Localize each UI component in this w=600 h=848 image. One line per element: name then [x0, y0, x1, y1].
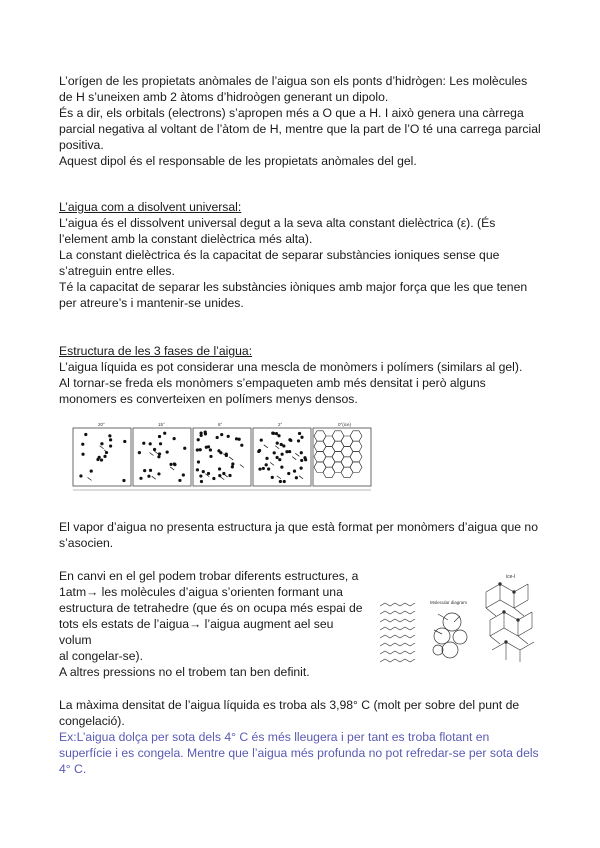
molecule-dot [200, 480, 203, 483]
bond-line [220, 477, 224, 480]
ice-hexagon [350, 452, 362, 462]
molecule-dot [109, 444, 112, 447]
molecule-dot [276, 442, 279, 445]
molecule-dot [142, 442, 145, 445]
molecule-dot [231, 462, 234, 465]
molecule-dot [103, 455, 106, 458]
molecule-dot [220, 433, 223, 436]
molecule-dot [277, 434, 280, 437]
molecule-dot [280, 466, 283, 469]
molecule-dot [258, 467, 261, 470]
ice-crystal-sketch [486, 574, 534, 662]
molecule-dot [279, 480, 282, 483]
molecule-dot [153, 448, 156, 451]
molecule-dot [275, 432, 278, 435]
text-line: s’asocien. [59, 536, 114, 550]
molecule-dot [300, 466, 303, 469]
text-line: El vapor d’aigua no presenta estructura ja que està format per monòmers d’aigua que no [59, 520, 538, 534]
vapor-paragraph [59, 519, 544, 551]
molecule-dot [166, 450, 169, 453]
text-line: Té la capacitat de separar les substàncies iòniques amb major força que les que tenen [59, 280, 528, 294]
molecule-dot [157, 472, 160, 475]
text-line: La màxima densitat de l’aigua líquida es troba als 3,98° C (molt per sobre del punt de [59, 698, 520, 712]
molecule-dot [217, 449, 220, 452]
text-line: 1atm→ les molècules d’aigua s’orienten formant una [59, 585, 343, 599]
text-line: L’aigua és el dissolvent universal degut a la seva alta constant dielèctrica (ε). (És [59, 216, 496, 230]
molecule-dot [216, 436, 219, 439]
molecule-dot [143, 469, 146, 472]
bond-line [170, 467, 174, 470]
text-line: Aquest dipol és el responsable de les propietats anòmales del gel. [59, 154, 417, 168]
bond-line [152, 476, 156, 479]
molecule-dot [207, 472, 210, 475]
molecule-dot [293, 470, 296, 473]
water-phases-figure [72, 420, 372, 500]
phase-panel-label: 2° [278, 422, 283, 427]
molecule-dot [100, 442, 103, 445]
molecule-dot [295, 476, 298, 479]
text-line: s’atreguin entre elles. [59, 264, 175, 278]
phase-panel-label: 20° [98, 422, 105, 427]
molecule-dot [272, 432, 275, 435]
molecule-dot [159, 442, 162, 445]
molecule-dot [147, 475, 150, 478]
molecule-dot [173, 462, 176, 465]
molecule-dot [196, 468, 199, 471]
text-line: tots els estats de l’aigua→ l’aigua augment ael seu volum [59, 617, 334, 647]
molecule-dot [278, 458, 281, 461]
molecule-dot [197, 438, 200, 441]
molecule-dot [158, 435, 161, 438]
molecule-dot [205, 446, 208, 449]
example-line: Ex:L’aigua dolça per sota dels 4° C és més lleugera i per tant es troba flotant en [59, 730, 490, 744]
molecule-dot [157, 455, 160, 458]
ice-structure-figures [378, 570, 540, 670]
phase-panel-frame [313, 428, 371, 486]
bond-line [264, 445, 268, 448]
molecule-dot [281, 453, 284, 456]
intro-paragraph [59, 73, 544, 169]
figure-label: ice-I [506, 574, 516, 580]
molecule-dot [257, 450, 260, 453]
bond-line [295, 453, 299, 456]
bond-line [87, 477, 91, 480]
molecule-dot [158, 452, 161, 455]
text-line: per atreure’s i mantenir-se unides. [59, 296, 244, 310]
molecule-dot [235, 437, 238, 440]
molecule-dot [163, 432, 166, 435]
molecule-dot [109, 438, 112, 441]
solvent-section [59, 199, 544, 311]
bond-line [149, 453, 153, 456]
molecule-dot [285, 450, 288, 453]
molecule-dot [271, 476, 274, 479]
molecule-dot [298, 432, 301, 435]
molecule-dot [209, 455, 212, 458]
text-line: al congelar-se). [59, 649, 143, 663]
molecule-dot [265, 457, 268, 460]
molecule-dot [81, 443, 84, 446]
molecule-dot [138, 451, 141, 454]
molecule-dot [199, 474, 202, 477]
text-line: positiva. [59, 138, 104, 152]
bond-line [292, 457, 296, 460]
molecule-dot [149, 469, 152, 472]
bond-line [229, 457, 233, 460]
density-paragraph [59, 697, 544, 777]
molecule-dot [209, 448, 212, 451]
molecule-dot [81, 453, 84, 456]
molecule-dot [287, 472, 290, 475]
text-line: parcial negativa al voltant de l’àtom de H, mentre que la part de l’O té una carrega parcial [59, 122, 541, 136]
molecule-dot [228, 474, 231, 477]
bond-line [100, 446, 104, 449]
molecule-dot [79, 474, 82, 477]
text-line: estructura de tetrahedre (que és on ocupa més espai de [59, 601, 363, 615]
water-molecule-diagram [430, 600, 467, 658]
molecule-dot [273, 451, 276, 454]
molecule-dot [122, 479, 125, 482]
phase-panel-label: 0°(ice) [338, 422, 352, 427]
molecule-dot [173, 437, 176, 440]
text-line: La constant dielèctrica és la capacitat de separar substàncies ioniques sense que [59, 248, 500, 262]
molecule-dot [231, 465, 234, 468]
text-line: congelació). [59, 714, 125, 728]
molecule-dot [196, 448, 199, 451]
ice-paragraph [59, 568, 364, 680]
molecule-dot [303, 456, 306, 459]
phase-panel-label: 15° [158, 422, 165, 427]
molecule-dot [100, 458, 103, 461]
molecule-dot [108, 434, 111, 437]
molecule-dot [90, 469, 93, 472]
molecule-dot [240, 444, 243, 447]
molecule-dot [96, 458, 99, 461]
bond-line [270, 462, 274, 465]
ice-hexagon [350, 441, 362, 451]
molecule-dot [262, 467, 265, 470]
phase-panel-label: 8° [218, 422, 223, 427]
molecule-dot [283, 480, 286, 483]
molecule-dot [297, 439, 300, 442]
text-line: En canvi en el gel podem trobar diferents estructures, a [59, 569, 359, 583]
molecule-dot [218, 467, 221, 470]
section-heading: L’aigua com a disolvent universal: [59, 200, 242, 214]
molecule-dot [204, 430, 207, 433]
text-line: Al tornar-se freda els monòmers s’empaqueten amb més densitat i però alguns [59, 376, 486, 390]
text-line: A altres pressions no el trobem tan ben definit. [59, 665, 310, 679]
section-heading: Estructura de les 3 fases de l’aigua: [59, 344, 253, 358]
molecule-dot [227, 435, 230, 438]
figure-label: Molecular diagram [430, 600, 468, 605]
molecule-dot [169, 463, 172, 466]
example-line: superfície i es congela. Mentre que l’aigua més profunda no pot refredar-se per sota dels [59, 746, 539, 760]
bond-line [275, 446, 279, 449]
molecule-dot [123, 440, 126, 443]
molecule-dot [212, 477, 215, 480]
molecule-dot [200, 434, 203, 437]
molecule-dot [199, 448, 202, 451]
molecule-dot [267, 467, 270, 470]
phases-section [59, 343, 544, 407]
molecule-dot [300, 451, 303, 454]
example-line: 4° C. [59, 762, 87, 776]
text-line: monomers es converteixen en polímers menys densos. [59, 392, 358, 406]
molecule-dot [265, 463, 268, 466]
molecule-dot [84, 433, 87, 436]
ice-lattice-sketch [380, 603, 415, 662]
molecule-dot [149, 442, 152, 445]
text-line: L’orígen de les propietats anòmales de l’aigua son els ponts d’hidrògen: Les molècules [59, 74, 528, 88]
bond-line [224, 474, 228, 477]
molecule-dot [182, 473, 185, 476]
molecule-dot [202, 470, 205, 473]
bond-line [277, 476, 281, 479]
molecule-dot [289, 439, 292, 442]
molecule-dot [260, 439, 263, 442]
molecule-dot [183, 447, 186, 450]
ice-hexagon [350, 462, 362, 472]
text-line: l’element amb la constant dielèctrica més alta). [59, 232, 313, 246]
molecule-dot [139, 477, 142, 480]
molecule-dot [276, 456, 279, 459]
molecule-dot [300, 459, 303, 462]
bond-line [240, 464, 244, 467]
molecule-dot [178, 479, 181, 482]
ice-hexagon [350, 431, 362, 441]
bond-line [299, 476, 303, 479]
bond-line [154, 451, 158, 454]
text-line: de H s’uneixen amb 2 àtoms d’hidroògen generant un dipolo. [59, 90, 389, 104]
molecule-dot [197, 460, 200, 463]
molecule-dot [282, 444, 285, 447]
molecule-dot [300, 436, 303, 439]
molecule-dot [218, 474, 221, 477]
text-line: L’aigua líquida es pot considerar una mescla de monòmers i polímers (similars al gel). [59, 360, 523, 374]
text-line: És a dir, els orbitals (electrons) s’apropen més a O que a H. I això genera una càrrega [59, 106, 524, 120]
